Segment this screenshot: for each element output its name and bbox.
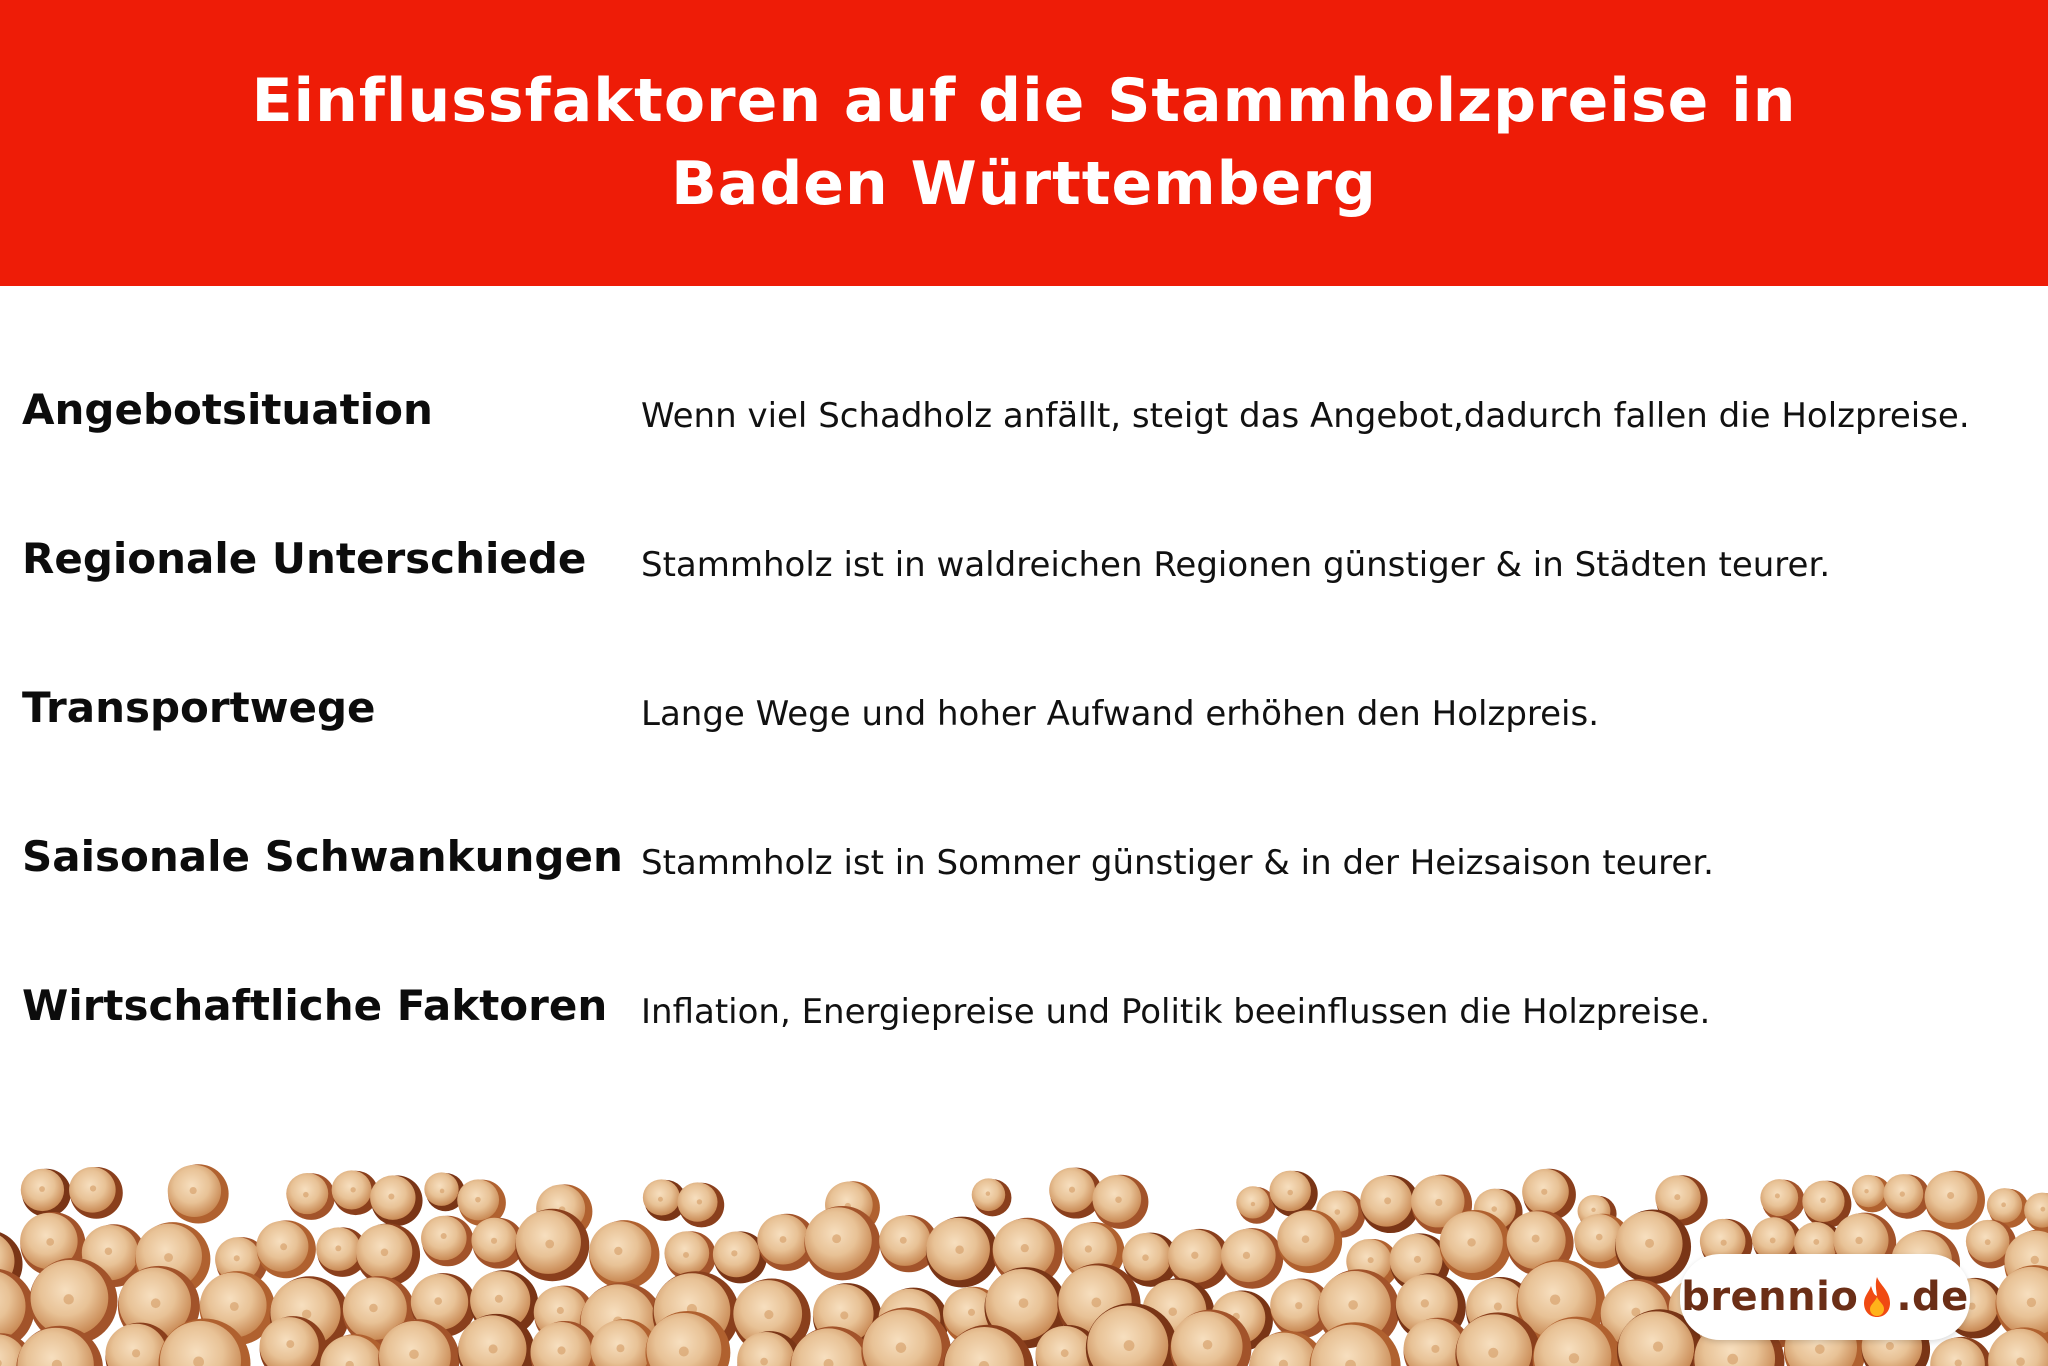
factor-description: Wenn viel Schadholz anfällt, steigt das Angebot,dadurch fallen die Holzpreise. (641, 396, 1970, 436)
factor-label: Wirtschaftliche Faktoren (22, 981, 608, 1030)
brand-logo (1680, 1254, 1970, 1340)
factor-label: Saisonale Schwankungen (22, 832, 623, 881)
factor-description: Stammholz ist in Sommer günstiger & in der Heizsaison teurer. (641, 843, 1714, 883)
factor-row-transportwege (0, 673, 2048, 773)
factor-description: Lange Wege und hoher Aufwand erhöhen den Holzpreis. (641, 694, 1600, 734)
logo-brand-text: brennio (1681, 1274, 1859, 1320)
page-title: Einflussfaktoren auf die Stammholzpreise in Baden Württemberg (251, 66, 1797, 219)
factor-description: Inflation, Energiepreise und Politik beeinflussen die Holzpreise. (641, 992, 1711, 1032)
factor-row-wirtschaftliche-faktoren (0, 971, 2048, 1071)
flame-icon (1860, 1275, 1894, 1319)
factor-label: Regionale Unterschiede (22, 534, 587, 583)
factor-row-regionale-unterschiede (0, 524, 2048, 624)
factor-description: Stammholz ist in waldreichen Regionen günstiger & in Städten teurer. (641, 545, 1831, 585)
factor-row-angebotsituation (0, 375, 2048, 475)
factor-row-saisonale-schwankungen (0, 822, 2048, 922)
factor-label: Angebotsituation (22, 385, 433, 434)
header-banner (0, 0, 2048, 286)
logo-tld-text: .de (1896, 1274, 1969, 1320)
factor-label: Transportwege (22, 683, 376, 732)
